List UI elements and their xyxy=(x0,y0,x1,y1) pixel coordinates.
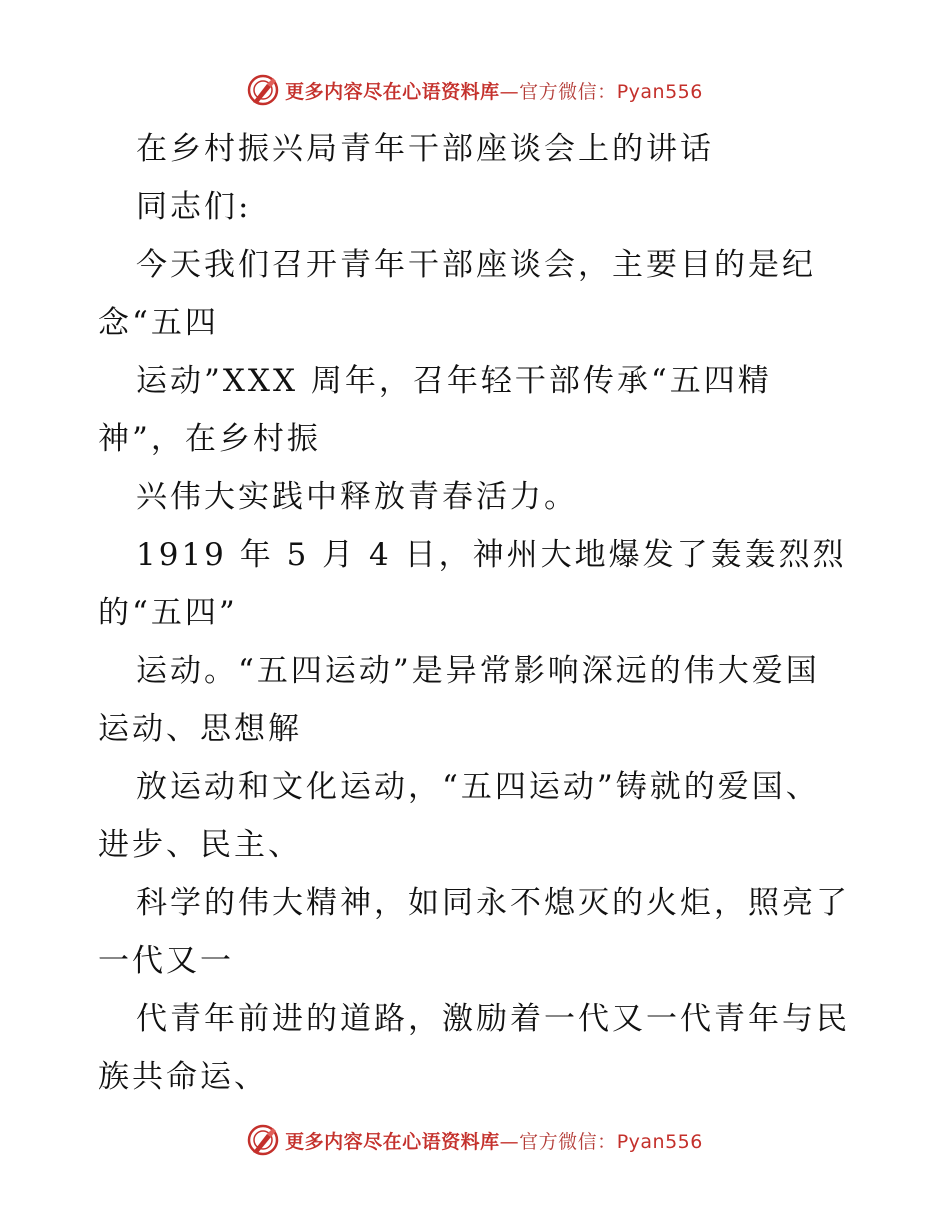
text-line: 放运动和文化运动，“五四运动”铸就的爱国、 xyxy=(136,769,820,805)
text-line: 同志们: xyxy=(136,189,252,225)
text-line: 兴伟大实践中释放青春活力。 xyxy=(136,479,578,515)
watermark-separator: — xyxy=(499,1130,520,1153)
pen-logo-icon xyxy=(247,1124,279,1156)
watermark-brand: 更多内容尽在心语资料库 xyxy=(285,80,500,103)
text-line: 运动。“五四运动”是异常影响深远的伟大爱国 xyxy=(136,653,820,689)
text-line: 族共命运、 xyxy=(98,1059,268,1095)
text-line: 进步、民主、 xyxy=(98,827,302,863)
watermark-official-label: 官方微信： xyxy=(519,80,617,103)
text-line: 的“五四” xyxy=(98,595,238,631)
watermark-text xyxy=(285,77,703,104)
text-line: 神”，在乡村振 xyxy=(98,421,321,457)
watermark-wechat-id: Pyan556 xyxy=(616,1130,703,1153)
text-line: 1919 年 5 月 4 日，神州大地爆发了轰轰烈烈 xyxy=(136,537,847,573)
watermark-wechat-id: Pyan556 xyxy=(616,80,703,103)
text-line: 科学的伟大精神，如同永不熄灭的火炬，照亮了 xyxy=(136,885,850,921)
pen-logo-icon xyxy=(247,74,279,106)
text-line: 代青年前进的道路，激励着一代又一代青年与民 xyxy=(136,1001,850,1037)
watermark-text xyxy=(285,1127,703,1154)
text-line: 念“五四 xyxy=(98,305,219,341)
watermark-official-label: 官方微信： xyxy=(519,1130,617,1153)
footer-watermark xyxy=(0,1122,950,1158)
text-line: 今天我们召开青年干部座谈会，主要目的是纪 xyxy=(136,247,816,283)
watermark-brand: 更多内容尽在心语资料库 xyxy=(285,1130,500,1153)
document-body xyxy=(98,120,878,1106)
header-watermark xyxy=(0,72,950,108)
document-title: 在乡村振兴局青年干部座谈会上的讲话 xyxy=(136,131,714,167)
watermark-separator: — xyxy=(499,80,520,103)
text-line: 运动、思想解 xyxy=(98,711,302,747)
text-line: 一代又一 xyxy=(98,943,234,979)
text-line: 运动”XXX 周年，召年轻干部传承“五四精 xyxy=(136,363,772,399)
